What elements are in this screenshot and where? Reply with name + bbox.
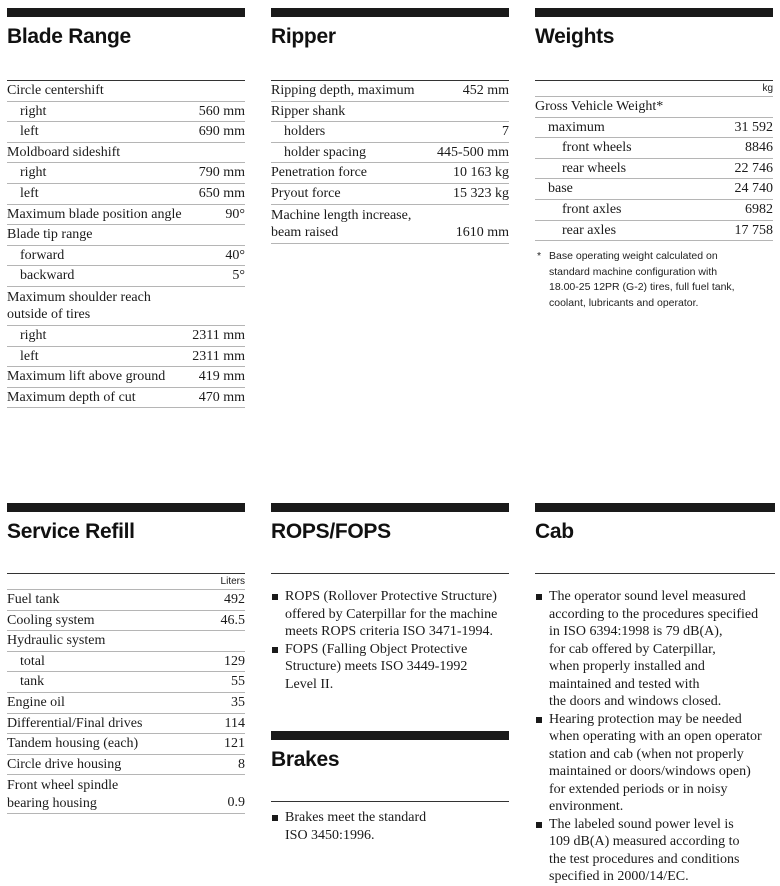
- row-value: 17 758: [734, 222, 773, 238]
- table-row: [271, 102, 509, 123]
- bullet-item: [535, 588, 775, 711]
- row-label: left: [20, 348, 39, 364]
- row-value: 22 746: [734, 160, 773, 176]
- table-row: [7, 388, 245, 409]
- row-value: 690 mm: [198, 124, 245, 140]
- bullet-line: maintained or doors/windows open): [549, 764, 751, 779]
- row-label: Maximum blade position angle: [7, 206, 182, 222]
- footnote-marker: *: [537, 250, 542, 263]
- bullet-line: 109 dB(A) measured according to: [549, 834, 740, 849]
- row-label: rear wheels: [562, 160, 627, 176]
- row-value: 121: [224, 736, 245, 752]
- table-row: [7, 225, 245, 246]
- table-row: [535, 179, 773, 200]
- row-label: right: [20, 165, 47, 181]
- section-title: Cab: [535, 520, 574, 543]
- row-value: 114: [224, 715, 245, 731]
- section-title: Service Refill: [7, 520, 135, 543]
- section-rule: [535, 573, 775, 574]
- bullet-item: [271, 641, 509, 694]
- row-label: left: [20, 124, 39, 140]
- blade-range-section: [7, 8, 245, 408]
- footnote: [535, 249, 773, 311]
- row-label: base: [548, 181, 573, 197]
- bullet-line: Structure) meets ISO 3449-1992: [285, 659, 468, 674]
- table-row: [7, 184, 245, 205]
- bullet-line: Brakes meet the standard: [285, 810, 427, 825]
- section-bar: [535, 8, 773, 17]
- bullet-item: [535, 816, 775, 886]
- table-row: [7, 714, 245, 735]
- section-bar: [271, 731, 509, 740]
- bullet-item: [271, 809, 509, 844]
- row-label: Gross Vehicle Weight*: [535, 99, 664, 114]
- weights-section: [535, 8, 773, 311]
- row-label: maximum: [548, 119, 605, 135]
- table-row: [7, 755, 245, 776]
- table-row: [7, 775, 245, 814]
- bullet-line: when operating with an open operator: [549, 729, 762, 744]
- row-label: Pryout force: [271, 185, 341, 201]
- cab-section: [535, 503, 775, 886]
- section-title: ROPS/FOPS: [271, 520, 391, 543]
- row-label: tank: [20, 674, 45, 690]
- row-value: 8846: [745, 140, 773, 156]
- table-row: [7, 631, 245, 652]
- bullet-line: offered by Caterpillar for the machine: [285, 606, 498, 622]
- row-label: front axles: [562, 201, 622, 217]
- row-label: Circle drive housing: [7, 756, 122, 772]
- row-value: 419 mm: [198, 369, 245, 385]
- section-bar: [271, 503, 509, 512]
- row-value: 470 mm: [198, 389, 245, 405]
- section-rule: [271, 573, 509, 574]
- table-row: [271, 122, 509, 143]
- section-bar: [271, 8, 509, 17]
- row-label: Maximum lift above ground: [7, 369, 166, 385]
- bullet-square-icon: [272, 594, 278, 600]
- row-label: Fuel tank: [7, 592, 60, 607]
- section-title: Ripper: [271, 25, 336, 48]
- row-value: 7: [502, 124, 509, 140]
- bullet-list: [535, 588, 775, 886]
- table-row: [7, 347, 245, 368]
- bullet-line: the test procedures and conditions: [549, 851, 740, 867]
- row-value: 560 mm: [198, 103, 245, 119]
- rops-fops-section: [271, 503, 509, 693]
- row-label: Engine oil: [7, 694, 65, 710]
- spec-table: [7, 590, 245, 814]
- row-value: 31 592: [734, 119, 773, 135]
- row-label: Ripping depth, maximum: [271, 83, 415, 98]
- table-row: [7, 326, 245, 347]
- row-label: Hydraulic system: [7, 633, 106, 649]
- bullet-square-icon: [536, 822, 542, 828]
- table-row: [7, 672, 245, 693]
- footnote-line: coolant, lubricants and operator.: [549, 296, 699, 309]
- row-value: 129: [224, 653, 245, 669]
- table-row: [7, 102, 245, 123]
- row-label: total: [20, 653, 45, 669]
- row-value: 492: [224, 592, 245, 607]
- row-label: Penetration force: [271, 165, 368, 181]
- bullet-square-icon: [272, 815, 278, 821]
- table-row: [7, 652, 245, 673]
- row-value: 10 163 kg: [453, 165, 509, 181]
- bullet-square-icon: [272, 647, 278, 653]
- brakes-section: [271, 731, 509, 844]
- row-label: right: [20, 327, 47, 343]
- bullet-line: ISO 3450:1996.: [285, 827, 375, 843]
- row-value: 0.9: [227, 795, 245, 811]
- row-value: 35: [231, 694, 245, 710]
- row-value: 452 mm: [462, 83, 509, 98]
- row-label: Cooling system: [7, 612, 95, 628]
- row-value: 1610 mm: [455, 224, 509, 240]
- section-bar: [7, 8, 245, 17]
- table-row: [7, 367, 245, 388]
- row-label: holder spacing: [284, 144, 367, 160]
- row-label: Circle centershift: [7, 83, 104, 98]
- row-label: Blade tip range: [7, 227, 93, 243]
- table-row: [7, 287, 245, 326]
- bullet-line: meets ROPS criteria ISO 3471-1994.: [285, 624, 494, 639]
- table-row: [7, 611, 245, 632]
- table-row: [7, 246, 245, 267]
- section-title: Blade Range: [7, 25, 131, 48]
- bullet-list: [271, 588, 509, 693]
- bullet-line: specified in 2000/14/EC.: [549, 869, 689, 884]
- table-row: [271, 163, 509, 184]
- bullet-line: in ISO 6394:1998 is 79 dB(A),: [549, 624, 723, 639]
- section-bar: [7, 503, 245, 512]
- row-value: 8: [238, 756, 245, 772]
- row-label: Maximum depth of cut: [7, 389, 136, 405]
- table-row: [535, 118, 773, 139]
- bullet-line: when properly installed and: [549, 659, 705, 674]
- table-row: [535, 97, 773, 118]
- bullet-list: [271, 809, 509, 844]
- bullet-square-icon: [536, 717, 542, 723]
- bullet-line: for cab offered by Caterpillar,: [549, 641, 716, 657]
- table-row: [271, 205, 509, 244]
- row-value: 445-500 mm: [437, 144, 509, 160]
- table-row: [535, 221, 773, 242]
- service-refill-section: [7, 503, 245, 814]
- bullet-line: station and cab (when not properly: [549, 746, 744, 762]
- row-value: 2311 mm: [192, 348, 245, 364]
- section-rule: [271, 801, 509, 802]
- row-value: 6982: [745, 201, 773, 217]
- row-label: forward: [20, 247, 65, 263]
- row-value: 650 mm: [198, 185, 245, 201]
- row-label: left: [20, 185, 39, 201]
- bullet-line: ROPS (Rollover Protective Structure): [285, 589, 497, 604]
- bullet-line: environment.: [549, 799, 624, 814]
- table-row: [271, 184, 509, 205]
- row-label: Machine length increase, beam raised: [271, 207, 412, 241]
- bullet-line: the doors and windows closed.: [549, 694, 722, 709]
- spec-table: [7, 81, 245, 408]
- table-row: [7, 266, 245, 287]
- table-row: [271, 81, 509, 102]
- row-value: 55: [231, 674, 245, 690]
- row-label: rear axles: [562, 222, 617, 238]
- section-title: Weights: [535, 25, 615, 48]
- table-row: [7, 205, 245, 226]
- table-row: [535, 138, 773, 159]
- row-value: 46.5: [220, 612, 245, 628]
- table-row: [271, 143, 509, 164]
- row-value: 5°: [232, 268, 245, 284]
- row-label: Maximum shoulder reach outside of tires: [7, 289, 151, 323]
- row-value: 40°: [225, 247, 245, 263]
- bullet-line: according to the procedures specified: [549, 606, 759, 622]
- row-value: 2311 mm: [192, 327, 245, 343]
- bullet-item: [271, 588, 509, 641]
- table-row: [7, 734, 245, 755]
- ripper-section: [271, 8, 509, 244]
- spec-table: [271, 81, 509, 244]
- row-label: Front wheel spindle bearing housing: [7, 778, 119, 811]
- row-value: 15 323 kg: [453, 185, 509, 201]
- footnote-line: standard machine configuration with: [549, 265, 718, 278]
- row-label: Differential/Final drives: [7, 715, 143, 731]
- row-label: holders: [284, 124, 326, 140]
- table-row: [7, 122, 245, 143]
- bullet-line: for extended periods or in noisy: [549, 781, 728, 797]
- row-label: right: [20, 103, 47, 119]
- bullet-line: The operator sound level measured: [549, 589, 746, 604]
- table-row: [7, 590, 245, 611]
- footnote-line: 18.00-25 12PR (G-2) tires, full fuel tank,: [549, 281, 735, 294]
- bullet-square-icon: [536, 594, 542, 600]
- section-title: Brakes: [271, 748, 340, 771]
- row-label: front wheels: [562, 140, 632, 156]
- table-row: [7, 81, 245, 102]
- table-row: [7, 693, 245, 714]
- table-row: [7, 163, 245, 184]
- bullet-line: FOPS (Falling Object Protective: [285, 641, 468, 657]
- row-value: 790 mm: [198, 165, 245, 181]
- table-row: [535, 159, 773, 180]
- table-row: [535, 200, 773, 221]
- row-value: 24 740: [734, 181, 773, 197]
- bullet-line: The labeled sound power level is: [549, 816, 734, 832]
- footnote-line: Base operating weight calculated on: [549, 250, 718, 263]
- spec-table: [535, 97, 773, 241]
- table-row: [7, 143, 245, 164]
- row-label: backward: [20, 268, 75, 284]
- bullet-line: Hearing protection may be needed: [549, 711, 742, 727]
- unit-label: kg: [535, 81, 773, 97]
- row-label: Tandem housing (each): [7, 736, 139, 752]
- bullet-item: [535, 711, 775, 816]
- bullet-line: Level II.: [285, 676, 334, 692]
- section-bar: [535, 503, 775, 512]
- row-value: 90°: [225, 206, 245, 222]
- row-label: Ripper shank: [271, 103, 346, 119]
- row-label: Moldboard sideshift: [7, 144, 121, 160]
- bullet-line: maintained and tested with: [549, 676, 700, 692]
- unit-label: Liters: [7, 574, 245, 590]
